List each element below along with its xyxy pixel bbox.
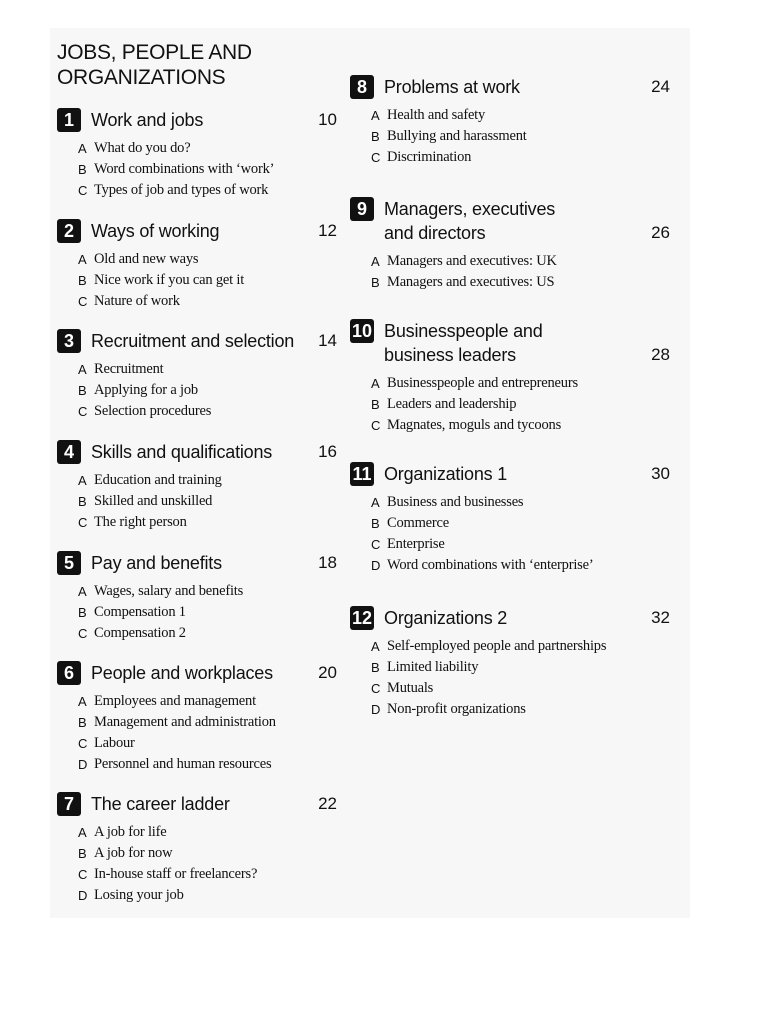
subsection-item (57, 733, 337, 754)
subsection-title: Leaders and leadership (387, 396, 517, 412)
unit-title-line: Businesspeople and (384, 321, 543, 341)
unit-heading (57, 792, 337, 816)
unit-title (91, 440, 337, 464)
section-heading-line: ORGANIZATIONS (57, 66, 226, 89)
section-heading (57, 40, 252, 90)
subsection-item (350, 147, 670, 168)
unit-title-line: Organizations 2 (384, 608, 508, 628)
subsection-item (57, 754, 337, 775)
subsection-letter: B (78, 846, 87, 861)
unit-title-line: People and workplaces (91, 663, 273, 683)
unit-number-badge: 3 (57, 329, 81, 353)
unit-3 (57, 329, 337, 422)
subsection-item (350, 513, 670, 534)
unit-heading (57, 440, 337, 464)
subsection-item (350, 126, 670, 147)
subsection-item (57, 291, 337, 312)
subsection-title: Personnel and human resources (94, 756, 272, 772)
unit-7 (57, 792, 337, 906)
subsection-letter: B (78, 162, 87, 177)
subsection-letter: B (78, 605, 87, 620)
unit-heading (350, 197, 670, 245)
unit-page-number: 16 (318, 442, 337, 461)
subsection-title: Enterprise (387, 536, 445, 552)
unit-title-line: The career ladder (91, 794, 230, 814)
unit-number-badge: 4 (57, 440, 81, 464)
subsection-title: Nice work if you can get it (94, 272, 245, 288)
unit-number-badge: 7 (57, 792, 81, 816)
subsection-item (57, 249, 337, 270)
subsection-item (57, 380, 337, 401)
unit-title (384, 319, 670, 367)
subsection-item (57, 491, 337, 512)
subsection-title: Applying for a job (94, 382, 198, 398)
unit-title-line: Problems at work (384, 77, 520, 97)
subsection-title: Types of job and types of work (94, 182, 269, 198)
subsection-letter: C (371, 150, 381, 165)
subsection-title: Nature of work (94, 293, 180, 309)
unit-2 (57, 219, 337, 312)
subsection-title: A job for now (94, 845, 173, 861)
unit-11 (350, 462, 670, 576)
subsection-item (350, 272, 670, 293)
subsection-letter: C (371, 681, 381, 696)
subsection-title: Education and training (94, 472, 222, 488)
unit-heading (350, 75, 670, 99)
subsection-title: Selection procedures (94, 403, 212, 419)
unit-page-number: 32 (651, 608, 670, 627)
subsection-item (57, 885, 337, 906)
subsection-letter: A (371, 376, 380, 391)
subsection-list (350, 492, 670, 576)
subsection-letter: D (78, 757, 88, 772)
unit-10 (350, 319, 670, 436)
subsection-title: Recruitment (94, 361, 164, 377)
section-heading-line: JOBS, PEOPLE AND (57, 41, 252, 64)
unit-title (384, 197, 670, 245)
subsection-title: Compensation 1 (94, 604, 186, 620)
unit-number-badge: 12 (352, 608, 373, 628)
subsection-letter: D (371, 558, 381, 573)
subsection-title: Self-employed people and partnerships (387, 638, 607, 654)
unit-8 (350, 75, 670, 168)
unit-page-number: 30 (651, 464, 670, 483)
subsection-letter: C (78, 404, 88, 419)
unit-title-line: Work and jobs (91, 110, 204, 130)
subsection-item (350, 636, 670, 657)
subsection-letter: A (78, 473, 87, 488)
unit-6 (57, 661, 337, 775)
unit-title-line: Skills and qualifications (91, 442, 273, 462)
subsection-title: Discrimination (387, 149, 472, 165)
subsection-letter: A (371, 495, 380, 510)
subsection-item (57, 359, 337, 380)
subsection-list (350, 105, 670, 168)
subsection-title: Health and safety (387, 107, 486, 123)
unit-title (384, 606, 670, 630)
subsection-item (57, 864, 337, 885)
unit-number-badge: 11 (350, 462, 374, 486)
unit-heading (350, 319, 670, 367)
subsection-letter: B (371, 129, 380, 144)
subsection-title: Skilled and unskilled (94, 493, 213, 509)
subsection-item (57, 623, 337, 644)
subsection-item (57, 180, 337, 201)
subsection-title: A job for life (94, 824, 167, 840)
unit-page-number: 26 (651, 223, 670, 242)
subsection-item (57, 159, 337, 180)
subsection-letter: B (371, 275, 380, 290)
subsection-list (57, 138, 337, 201)
subsection-item (57, 470, 337, 491)
subsection-item (350, 678, 670, 699)
unit-title (384, 462, 670, 486)
unit-title-line: Recruitment and selection (91, 331, 295, 351)
subsection-letter: C (78, 183, 88, 198)
unit-number-badge: 1 (57, 108, 81, 132)
subsection-letter: A (78, 825, 87, 840)
unit-5 (57, 551, 337, 644)
unit-number-badge: 10 (352, 321, 373, 341)
unit-number-badge: 6 (57, 661, 81, 685)
subsection-title: Business and businesses (387, 494, 524, 510)
subsection-title: Non-profit organizations (387, 701, 526, 717)
subsection-title: Compensation 2 (94, 625, 186, 641)
unit-number-badge: 9 (350, 197, 374, 221)
subsection-letter: A (78, 252, 87, 267)
unit-title-line: Organizations 1 (384, 464, 508, 484)
subsection-title: Bullying and harassment (387, 128, 527, 144)
subsection-title: In-house staff or freelancers? (94, 866, 258, 882)
subsection-letter: C (371, 537, 381, 552)
unit-title (91, 219, 337, 243)
subsection-list (57, 822, 337, 906)
unit-number-badge: 8 (350, 75, 374, 99)
subsection-letter: A (78, 584, 87, 599)
subsection-letter: B (371, 660, 380, 675)
subsection-letter: D (78, 888, 88, 903)
subsection-letter: A (371, 254, 380, 269)
unit-title-line: and directors (384, 223, 486, 243)
subsection-title: Limited liability (387, 659, 479, 675)
unit-title (91, 792, 337, 816)
subsection-item (350, 555, 670, 576)
unit-heading (350, 462, 670, 486)
unit-page-number: 18 (318, 553, 337, 572)
unit-1 (57, 108, 337, 201)
subsection-letter: B (371, 516, 380, 531)
subsection-title: Mutuals (387, 680, 434, 696)
unit-heading (57, 219, 337, 243)
unit-title-line: Managers, executives (384, 199, 556, 219)
subsection-list (350, 251, 670, 293)
unit-page-number: 22 (318, 794, 337, 813)
subsection-title: Businesspeople and entrepreneurs (387, 375, 578, 391)
unit-heading (350, 606, 670, 630)
subsection-item (350, 534, 670, 555)
unit-9 (350, 197, 670, 293)
subsection-letter: C (78, 626, 88, 641)
subsection-letter: B (78, 273, 87, 288)
subsection-list (350, 373, 670, 436)
subsection-item (57, 822, 337, 843)
subsection-title: Managers and executives: UK (387, 253, 557, 269)
unit-title (384, 75, 670, 99)
subsection-item (57, 712, 337, 733)
unit-title-line: Pay and benefits (91, 553, 222, 573)
subsection-item (350, 657, 670, 678)
unit-title (91, 661, 337, 685)
unit-heading (57, 108, 337, 132)
subsection-title: Commerce (387, 515, 450, 531)
subsection-title: Old and new ways (94, 251, 199, 267)
subsection-letter: B (78, 383, 87, 398)
subsection-title: Losing your job (94, 887, 184, 903)
unit-title (91, 329, 337, 353)
subsection-list (57, 249, 337, 312)
unit-page-number: 14 (318, 331, 337, 350)
subsection-title: The right person (94, 514, 187, 530)
unit-title (91, 108, 337, 132)
subsection-item (350, 373, 670, 394)
unit-number-badge: 2 (57, 219, 81, 243)
unit-heading (57, 661, 337, 685)
unit-4 (57, 440, 337, 533)
unit-heading (57, 551, 337, 575)
unit-12 (350, 606, 670, 720)
subsection-list (57, 470, 337, 533)
subsection-item (57, 843, 337, 864)
subsection-title: Magnates, moguls and tycoons (387, 417, 562, 433)
subsection-item (350, 699, 670, 720)
unit-title-line: Ways of working (91, 221, 220, 241)
subsection-item (57, 602, 337, 623)
subsection-item (57, 138, 337, 159)
subsection-list (57, 359, 337, 422)
subsection-item (350, 394, 670, 415)
subsection-letter: C (78, 515, 88, 530)
subsection-letter: B (78, 715, 87, 730)
subsection-letter: A (78, 694, 87, 709)
unit-page-number: 12 (318, 221, 337, 240)
unit-page-number: 20 (318, 663, 337, 682)
subsection-letter: C (78, 867, 88, 882)
unit-title-line: business leaders (384, 345, 516, 365)
subsection-item (350, 251, 670, 272)
subsection-letter: B (78, 494, 87, 509)
subsection-item (57, 270, 337, 291)
unit-number-badge: 5 (57, 551, 81, 575)
subsection-item (57, 512, 337, 533)
subsection-letter: C (371, 418, 381, 433)
subsection-letter: A (78, 362, 87, 377)
subsection-letter: A (371, 108, 380, 123)
subsection-title: Wages, salary and benefits (94, 583, 244, 599)
subsection-item (350, 415, 670, 436)
subsection-item (350, 492, 670, 513)
unit-heading (57, 329, 337, 353)
subsection-item (57, 581, 337, 602)
subsection-title: Word combinations with ‘enterprise’ (387, 557, 594, 573)
unit-title (91, 551, 337, 575)
unit-page-number: 28 (651, 345, 670, 364)
subsection-list (57, 691, 337, 775)
subsection-letter: D (371, 702, 381, 717)
subsection-title: Managers and executives: US (387, 274, 555, 290)
subsection-letter: A (78, 141, 87, 156)
subsection-letter: A (371, 639, 380, 654)
unit-page-number: 24 (651, 77, 670, 96)
subsection-item (350, 105, 670, 126)
subsection-letter: C (78, 294, 88, 309)
subsection-list (350, 636, 670, 720)
subsection-item (57, 691, 337, 712)
subsection-title: Employees and management (94, 693, 256, 709)
subsection-title: Word combinations with ‘work’ (94, 161, 275, 177)
subsection-letter: B (371, 397, 380, 412)
subsection-title: Management and administration (94, 714, 276, 730)
subsection-title: Labour (94, 735, 135, 751)
subsection-title: What do you do? (94, 140, 191, 156)
subsection-letter: C (78, 736, 88, 751)
unit-page-number: 10 (318, 110, 337, 129)
subsection-list (57, 581, 337, 644)
subsection-item (57, 401, 337, 422)
